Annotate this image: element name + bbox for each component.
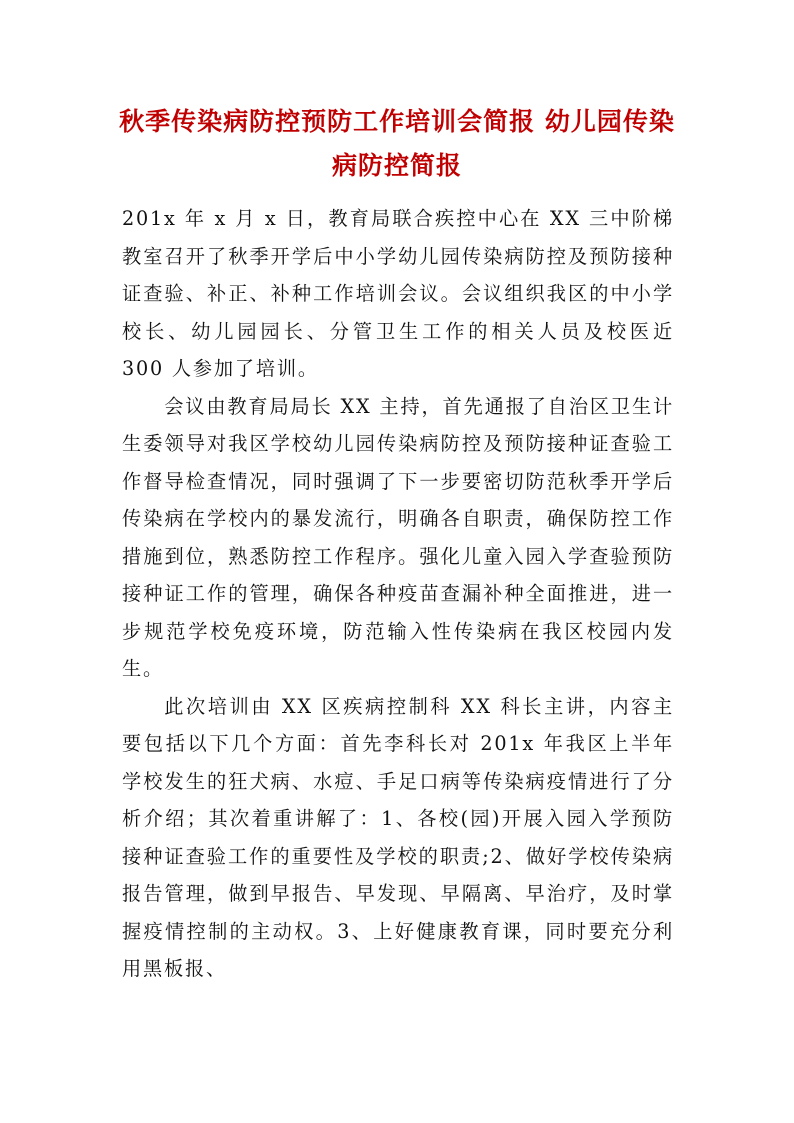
document-title: 秋季传染病防控预防工作培训会简报 幼儿园传染病防控简报 [119,107,675,180]
paragraph-training: 此次培训由 XX 区疾病控制科 XX 科长主讲，内容主要包括以下几个方面：首先李科长对 201x 年我区上半年学校发生的狂犬病、水痘、手足口病等传染病疫情进行了分析介绍；其次着重讲解了：1、各校(园)开展入园入学预防接种证查验工作的重要性及学校的职责;2、做好学校传染病报告管理，做到早报告、早发现、早隔离、早治疗，及时掌握疫情控制的主动权。3、上好健康教育课，同时要充分利用黑板报、 [122,694,674,980]
paragraph-meeting: 会议由教育局局长 XX 主持，首先通报了自治区卫生计生委领导对我区学校幼儿园传染病防控及预防接种证查验工作督导检查情况，同时强调了下一步要密切防范秋季开学后传染病在学校内的暴发流行，明确各自职责，确保防控工作措施到位，熟悉防控工作程序。强化儿童入园入学查验预防接种证工作的管理，确保各种疫苗查漏补种全面推进，进一步规范学校免疫环境，防范输入性传染病在我区校园内发生。 [122,394,674,680]
paragraph-intro: 201x 年 x 月 x 日，教育局联合疾控中心在 XX 三中阶梯教室召开了秋季开学后中小学幼儿园传染病防控及预防接种证查验、补正、补种工作培训会议。会议组织我区的中小学校长、幼儿园园长、分管卫生工作的相关人员及校医近 300 人参加了培训。 [122,207,674,380]
document-body [122,200,674,988]
